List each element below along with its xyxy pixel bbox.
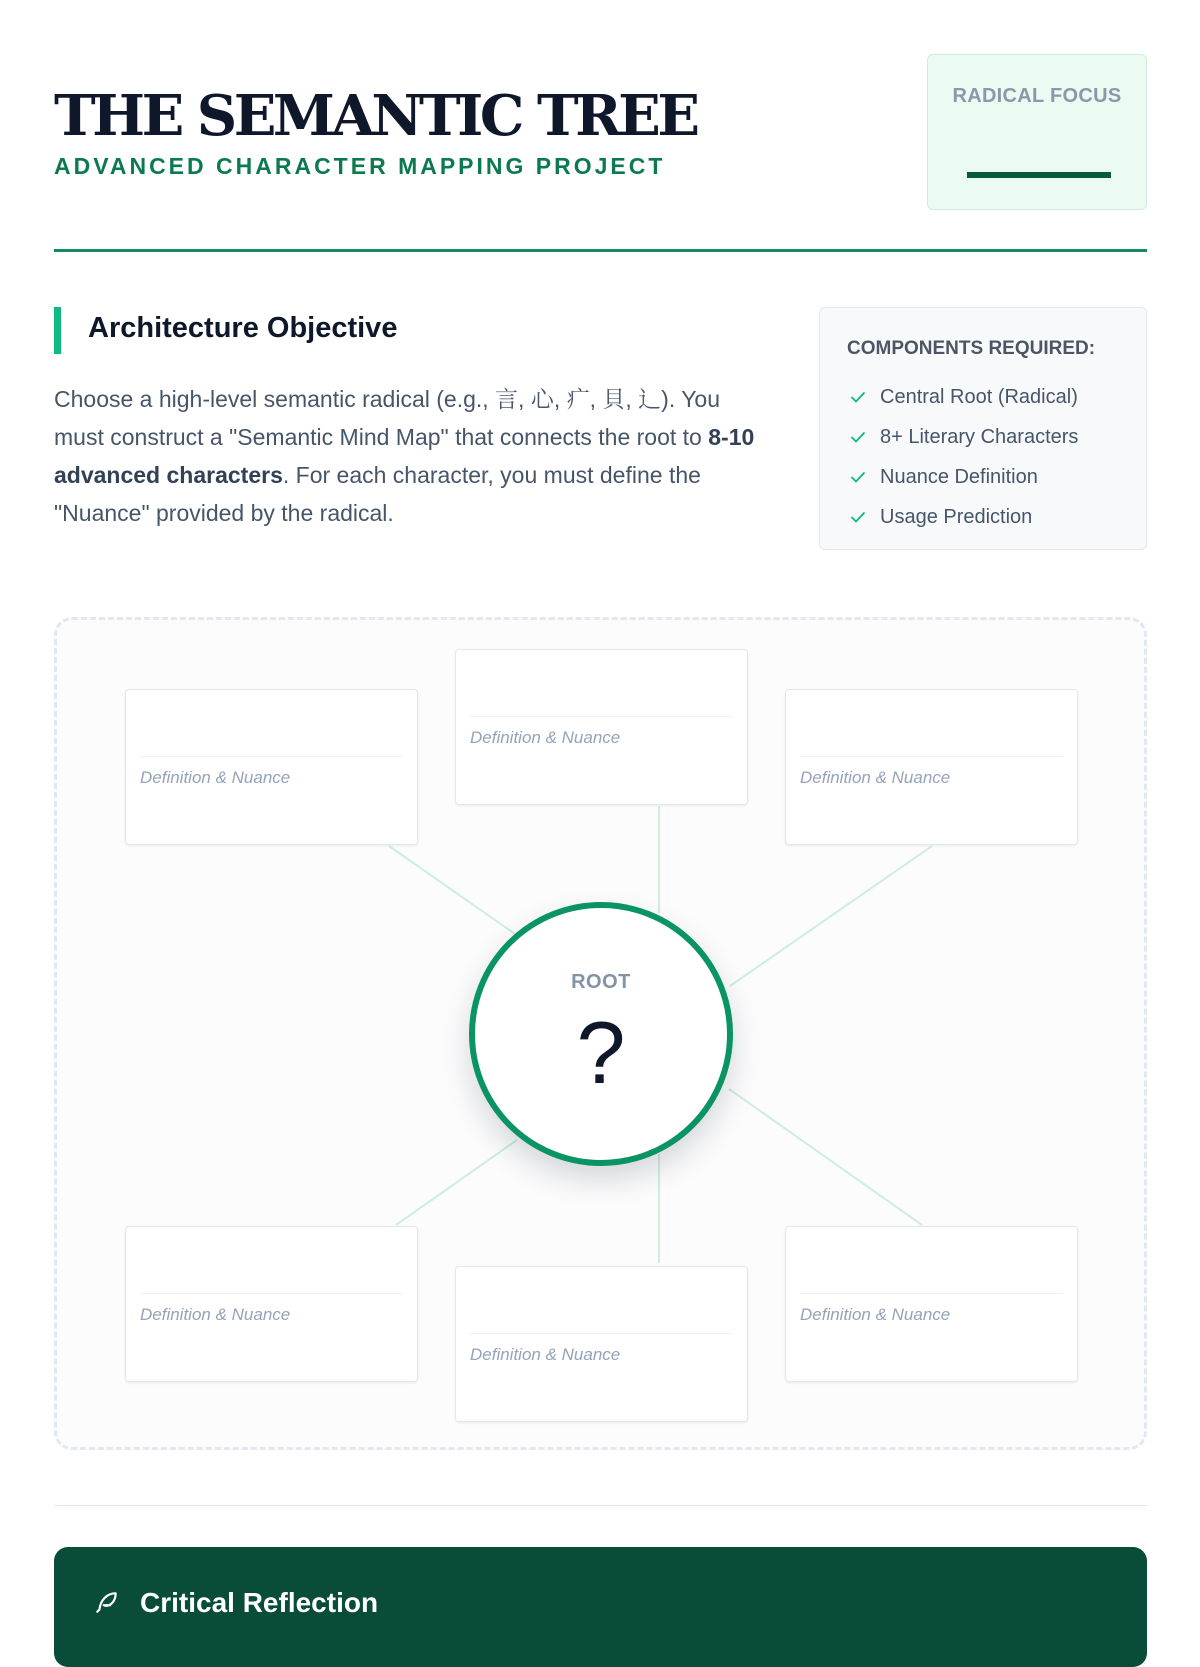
objective-heading: Architecture Objective bbox=[88, 312, 398, 344]
character-card[interactable] bbox=[455, 1266, 748, 1422]
card-divider bbox=[470, 1333, 733, 1334]
reflection-title: Critical Reflection bbox=[140, 1587, 379, 1618]
character-card[interactable] bbox=[785, 1226, 1078, 1382]
objective-text-before: Choose a high-level semantic radical (e.g., 言, 心, 疒, 貝, 辶). You must construct a "Semantic Mind Map" that connects the root to bbox=[54, 386, 721, 450]
card-nuance-label: Definition & Nuance bbox=[140, 1305, 291, 1324]
objective-text-after: . For each character, you must define the "Nuance" provided by the radical. bbox=[54, 462, 701, 526]
components-title: COMPONENTS REQUIRED: bbox=[847, 338, 1096, 359]
card-divider bbox=[800, 1293, 1063, 1294]
character-card[interactable] bbox=[125, 689, 418, 845]
card-divider bbox=[140, 756, 403, 757]
component-item-label: Nuance Definition bbox=[880, 465, 1038, 488]
root-node[interactable] bbox=[469, 902, 733, 1166]
component-item-label: 8+ Literary Characters bbox=[880, 425, 1079, 448]
connector-line bbox=[730, 846, 932, 986]
card-nuance-label: Definition & Nuance bbox=[470, 728, 621, 747]
feather-icon bbox=[94, 1589, 120, 1615]
card-nuance-label: Definition & Nuance bbox=[800, 768, 951, 787]
character-card[interactable] bbox=[125, 1226, 418, 1382]
card-nuance-label: Definition & Nuance bbox=[140, 768, 291, 787]
character-card[interactable] bbox=[455, 649, 748, 805]
component-item-label: Usage Prediction bbox=[880, 505, 1033, 528]
card-divider bbox=[470, 716, 733, 717]
section-divider bbox=[54, 1505, 1147, 1506]
critical-reflection-panel bbox=[54, 1547, 1147, 1667]
root-symbol: ? bbox=[576, 1003, 626, 1102]
card-divider bbox=[140, 1293, 403, 1294]
card-divider bbox=[800, 756, 1063, 757]
connector-line bbox=[729, 1089, 922, 1225]
card-nuance-label: Definition & Nuance bbox=[800, 1305, 951, 1324]
page-title: THE SEMANTIC TREE bbox=[54, 83, 697, 149]
card-nuance-label: Definition & Nuance bbox=[470, 1345, 621, 1364]
radical-focus-label: RADICAL FOCUS bbox=[952, 85, 1122, 107]
root-label: ROOT bbox=[571, 971, 631, 993]
connector-line bbox=[389, 846, 515, 934]
objective-text-bold: 8-10 advanced characters bbox=[54, 424, 755, 488]
page-subtitle: ADVANCED CHARACTER MAPPING PROJECT bbox=[54, 153, 666, 179]
component-item-label: Central Root (Radical) bbox=[880, 385, 1078, 408]
character-card[interactable] bbox=[785, 689, 1078, 845]
connector-line bbox=[396, 1140, 517, 1225]
